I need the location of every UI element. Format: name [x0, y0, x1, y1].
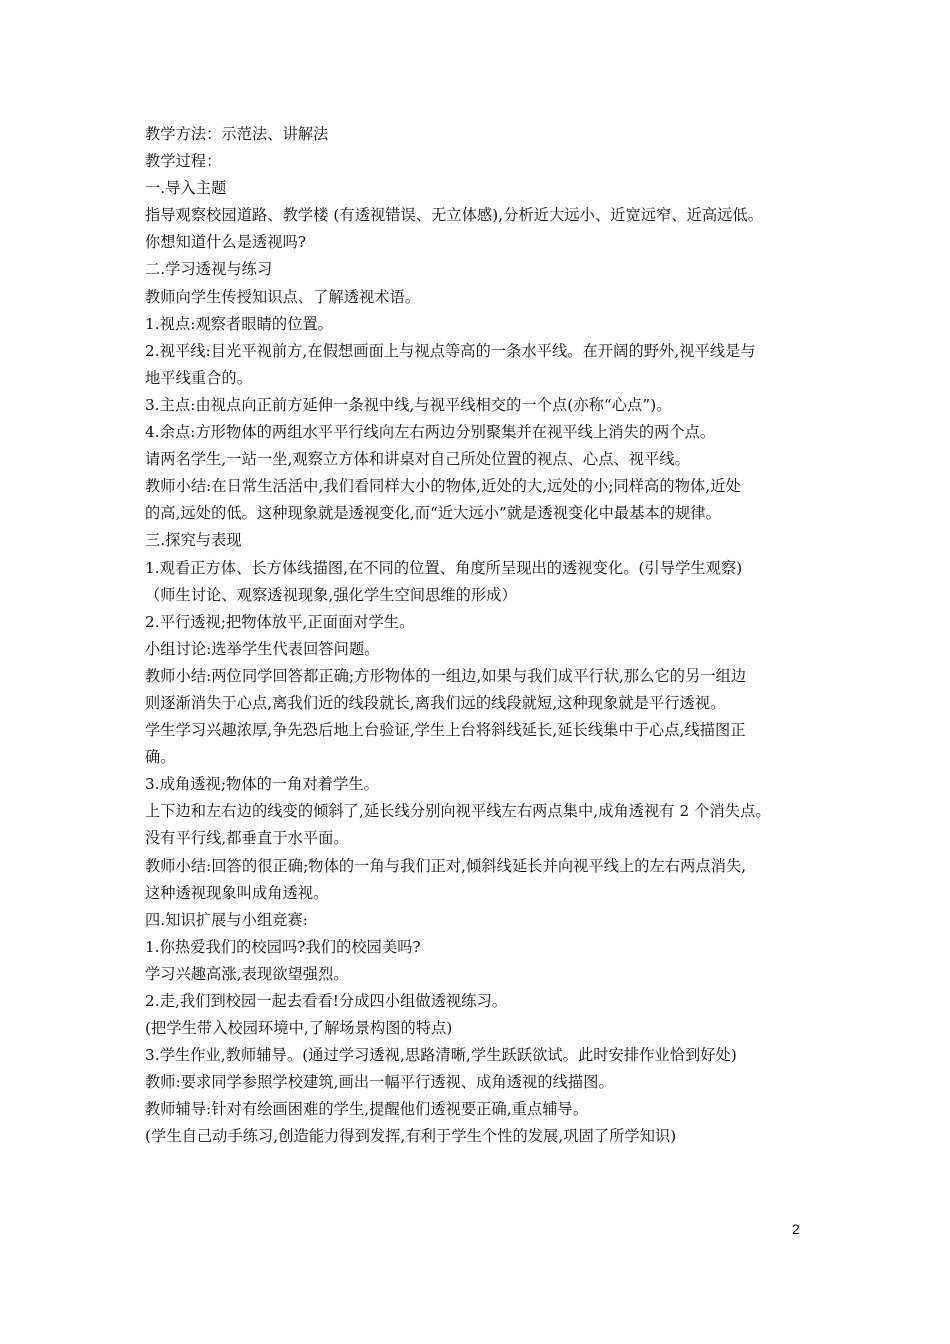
text-line: 1.观看正方体、长方体线描图,在不同的位置、角度所呈现出的透视变化。(引导学生观察) [145, 558, 743, 577]
text-line: 学习兴趣高涨,表现欲望强烈。 [145, 964, 349, 983]
section-heading: 三.探究与表现 [145, 531, 242, 550]
text-line: 教师小结:两位同学回答都正确;方形物体的一组边,如果与我们成平行状,那么它的另一组边 [145, 666, 747, 685]
text-line: 没有平行线,都垂直于水平面。 [145, 829, 349, 848]
text-line: 上下边和左右边的线变的倾斜了,延长线分别向视平线左右两点集中,成角透视有 2 个消失点。 [145, 802, 771, 821]
text-line: 教师向学生传授知识点、了解透视术语。 [145, 287, 421, 306]
text-line: 教学方法：示范法、讲解法 [145, 125, 329, 143]
document-body [145, 121, 835, 1151]
text-line: 学生学习兴趣浓厚,争先恐后地上台验证,学生上台将斜线延长,延长线集中于心点,线描图正 [145, 721, 746, 740]
text-line: 3.主点:由视点向正前方延伸一条视中线,与视平线相交的一个点(亦称“心点”)。 [145, 395, 672, 414]
text-line: 教师:要求同学参照学校建筑,画出一幅平行透视、成角透视的线描图。 [145, 1073, 614, 1092]
text-line: 2.走,我们到校园一起去看看!分成四小组做透视练习。 [145, 992, 508, 1010]
text-line: 确。 [145, 748, 176, 767]
text-line: (学生自己动手练习,创造能力得到发挥,有利于学生个性的发展,巩固了所学知识) [145, 1127, 677, 1146]
text-line: 2.平行透视;把物体放平,正面面对学生。 [145, 612, 415, 631]
section-heading: 二.学习透视与练习 [145, 260, 273, 279]
text-line: 2.视平线:目光平视前方,在假想画面上与视点等高的一条水平线。在开阔的野外,视平线是与 [145, 341, 756, 360]
text-line: 这种透视现象叫成角透视。 [145, 883, 329, 902]
text-line: 则逐渐消失于心点,离我们近的线段就长,离我们远的线段就短,这种现象就是平行透视。 [145, 693, 726, 712]
text-line: 你想知道什么是透视吗? [145, 233, 307, 252]
text-line: 教师辅导:针对有绘画困难的学生,提醒他们透视要正确,重点辅导。 [145, 1100, 589, 1119]
text-line: 4.余点:方形物体的两组水平平行线向左右两边分别聚集并在视平线上消失的两个点。 [145, 423, 716, 442]
text-line: 教师小结:回答的很正确;物体的一角与我们正对,倾斜线延长并向视平线上的左右两点消失, [145, 856, 747, 875]
text-line: 小组讨论:选举学生代表回答问题。 [145, 639, 380, 658]
text-line: （师生讨论、观察透视现象,强化学生空间思维的形成） [145, 585, 517, 604]
text-line: 教师小结:在日常生活活中,我们看同样大小的物体,近处的大,远处的小;同样高的物体,近处 [145, 477, 741, 496]
section-heading: 一.导入主题 [145, 179, 227, 198]
text-line: 地平线重合的。 [145, 368, 253, 387]
section-heading: 四.知识扩展与小组竞赛: [145, 910, 309, 929]
text-line: 3.学生作业,教师辅导。(通过学习透视,思路清晰,学生跃跃欲试。此时安排作业恰到好处) [145, 1046, 737, 1065]
text-line: 的高,远处的低。这种现象就是透视变化,而“近大远小”就是透视变化中最基本的规律。 [145, 504, 721, 523]
text-line: 请两名学生,一站一坐,观察立方体和讲桌对自己所处位置的视点、心点、视平线。 [145, 450, 690, 469]
text-line: (把学生带入校园环境中,了解场景构图的特点) [145, 1019, 453, 1038]
text-line: 3.成角透视;物体的一角对着学生。 [145, 775, 379, 794]
text-line: 教学过程： [145, 152, 222, 171]
text-line: 1.你热爱我们的校园吗?我们的校园美吗? [145, 937, 421, 956]
text-line: 指导观察校园道路、教学楼 (有透视错误、无立体感),分析近大远小、近宽远窄、近高远低。 [145, 206, 764, 225]
text-line: 1.视点:观察者眼睛的位置。 [145, 314, 334, 333]
page-number: 2 [792, 1221, 800, 1237]
